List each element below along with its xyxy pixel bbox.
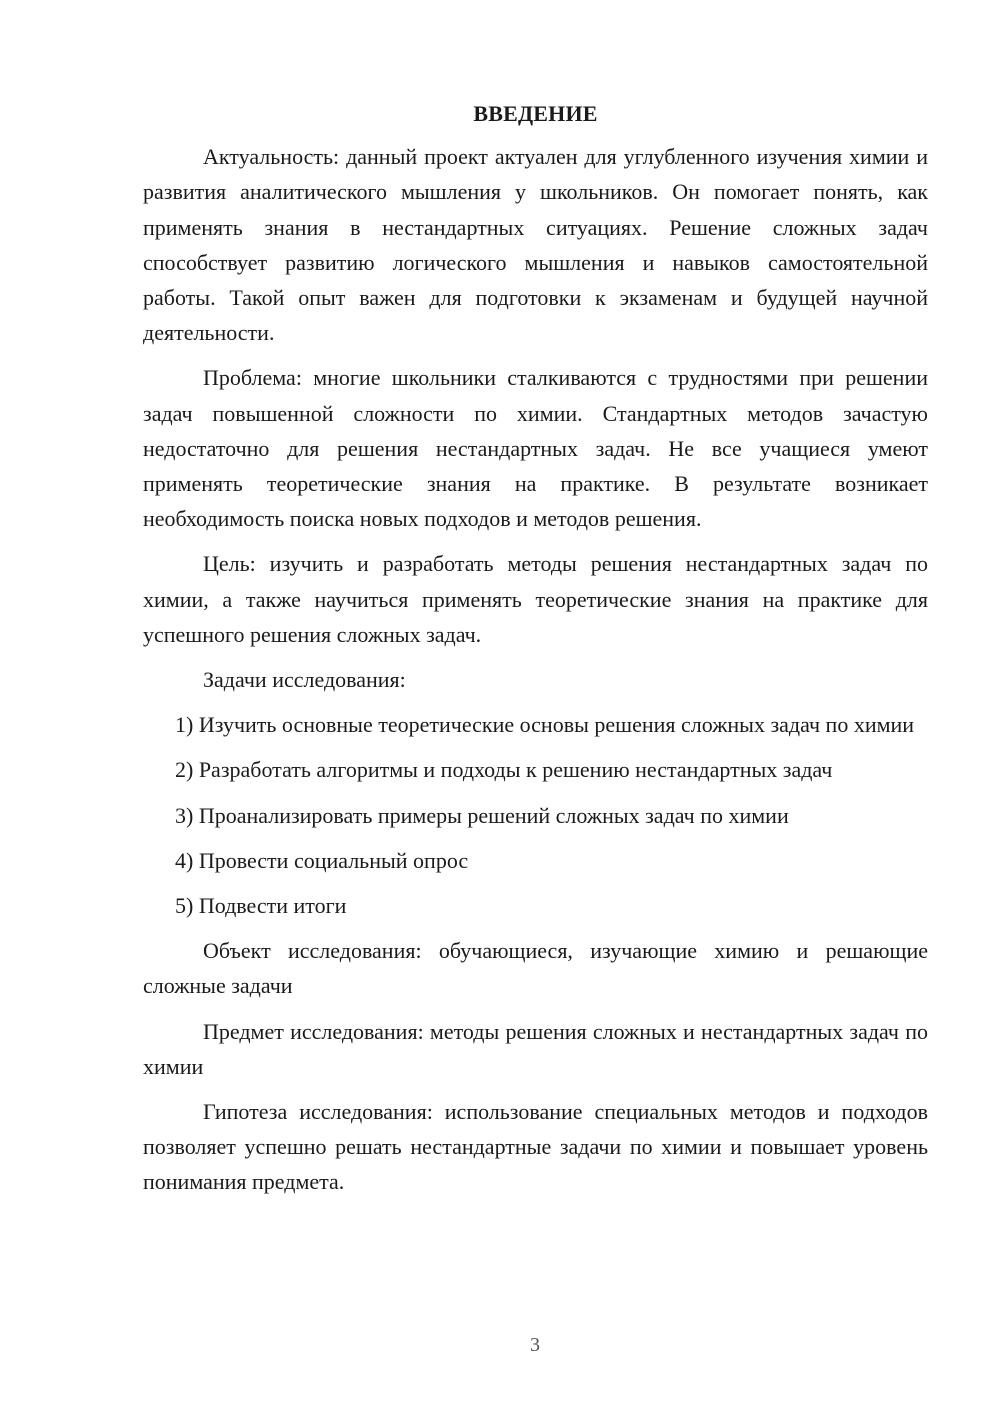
list-item: 2) Разработать алгоритмы и подходы к решению нестандартных задач [175, 757, 833, 783]
paragraph-subject: Предмет исследования: методы решения сложных и нестандартных задач по химии [143, 1018, 928, 1079]
list-item: 4) Провести социальный опрос [175, 847, 469, 873]
paragraph-object: Объект исследования: обучающиеся, изучающие химию и решающие сложные задачи [143, 938, 928, 999]
list-item: 3) Проанализировать примеры решений сложных задач по химии [175, 802, 789, 828]
paragraph-problem: Проблема: многие школьники сталкиваются с трудностями при решении задач повышенной сложности по химии. Стандартных методов зачастую недостаточно для решения нестандартных задач. Не все учащиеся умеют применять теоретические знания на практике. В результате возникает необходимость поиска новых подходов и методов решения. [143, 365, 928, 532]
page-number: 3 [530, 1334, 540, 1356]
list-item: 1) Изучить основные теоретические основы решения сложных задач по химии [175, 712, 915, 738]
document-body [143, 96, 928, 1210]
list-item: 5) Подвести итоги [175, 893, 347, 919]
page-title: ВВЕДЕНИЕ [473, 101, 598, 126]
paragraph-goal: Цель: изучить и разработать методы решения нестандартных задач по химии, а также научиться применять теоретические знания на практике для успешного решения сложных задач. [143, 551, 928, 647]
paragraph-relevance: Актуальность: данный проект актуален для углубленного изучения химии и развития аналитического мышления у школьников. Он помогает понять, как применять знания в нестандартных ситуациях. Решение сложных задач способствует развитию логического мышления и навыков самостоятельной работы. Такой опыт важен для подготовки к экзаменам и будущей научной деятельности. [143, 144, 928, 346]
paragraph-hypothesis: Гипотеза исследования: использование специальных методов и подходов позволяет успешно решать нестандартные задачи по химии и повышает уровень понимания предмета. [143, 1099, 928, 1195]
tasks-title: Задачи исследования: [203, 667, 406, 693]
tasks-list [143, 707, 928, 923]
